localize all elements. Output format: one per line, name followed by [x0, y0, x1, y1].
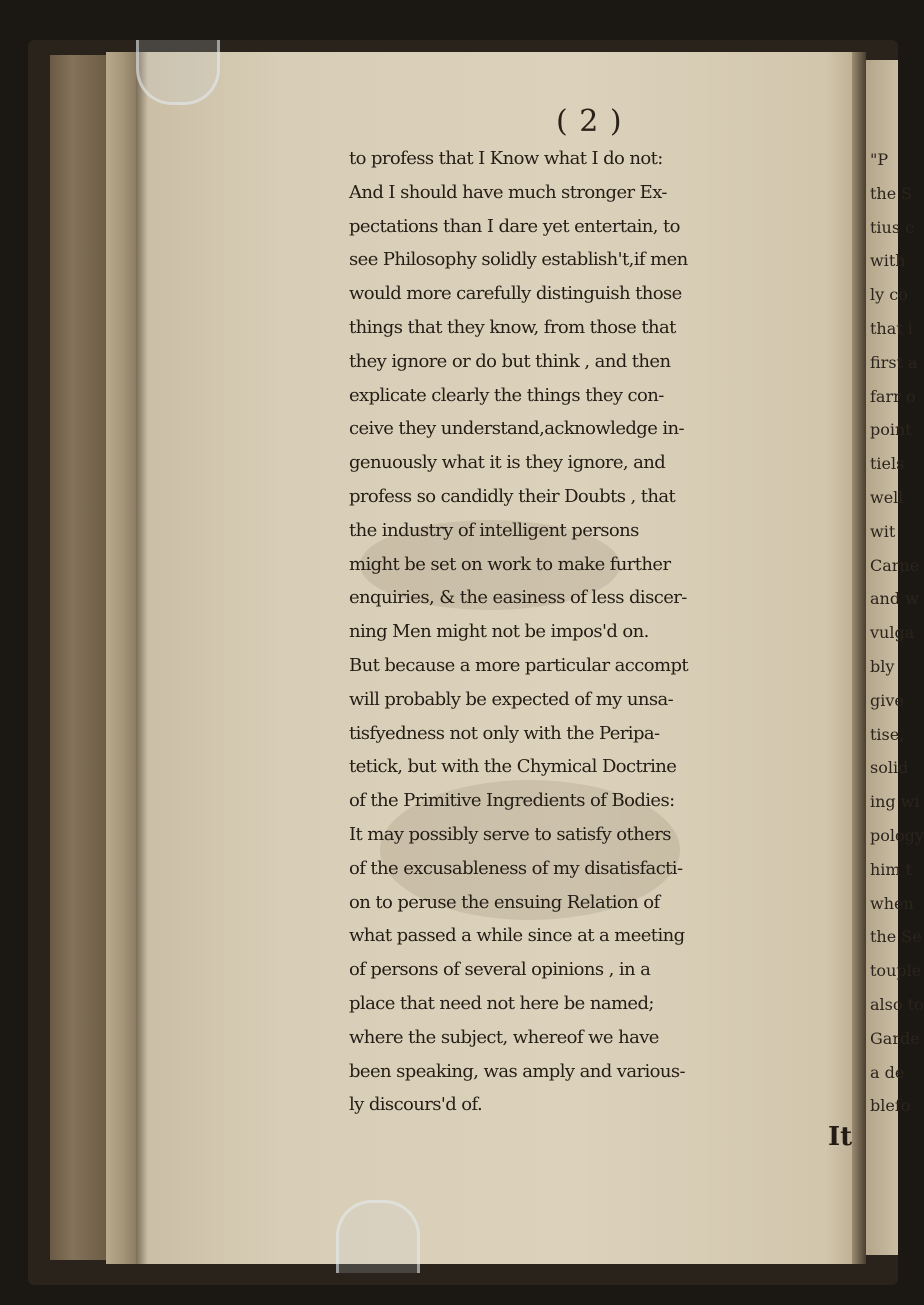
- text-line: It may possibly serve to satisfy others: [349, 823, 671, 845]
- page-stack-edge: [106, 52, 136, 1264]
- text-line: they ignore or do but think , and then: [349, 350, 671, 372]
- text-line: of the Primitive Ingredients of Bodies:: [349, 790, 675, 812]
- text-line: enquiries, & the easiness of less discer-: [349, 587, 687, 609]
- next-page-fragment: well: [870, 488, 904, 507]
- text-line: things that they know, from those that: [349, 316, 676, 338]
- next-page-fragment: solid: [870, 758, 909, 778]
- next-page-fragment: give: [870, 690, 904, 710]
- next-page-fragment: blefo: [870, 1096, 911, 1116]
- text-line: might be set on work to make further: [349, 553, 671, 575]
- text-line: the industry of intelligent persons: [349, 519, 639, 541]
- next-page-fragment: vulga: [870, 623, 915, 643]
- text-line: been speaking, was amply and various-: [349, 1060, 685, 1082]
- next-page-fragment: with: [870, 251, 906, 271]
- next-page-fragment: a de: [870, 1062, 905, 1082]
- next-page-fragment: Carne: [870, 555, 920, 575]
- next-page-fragment: the Se: [870, 927, 922, 947]
- page-number: ( 2 ): [556, 104, 623, 139]
- text-line: what passed a while since at a meeting: [349, 925, 685, 947]
- next-page-fragment: first a: [870, 352, 918, 372]
- text-line: profess so candidly their Doubts , that: [349, 485, 676, 507]
- next-page-fragment: also to: [870, 995, 924, 1014]
- text-line: will probably be expected of my unsa-: [349, 688, 674, 710]
- next-page-fragment: "P: [870, 150, 889, 169]
- text-line: where the subject, whereof we have: [349, 1026, 659, 1048]
- next-page-fragment: Garde: [870, 1028, 920, 1048]
- next-page-fragment: wit: [870, 521, 896, 541]
- text-line: of persons of several opinions , in a: [349, 959, 651, 981]
- page-clip-top: [136, 40, 220, 105]
- next-page-fragment: touple: [870, 961, 922, 981]
- text-line: on to peruse the ensuing Relation of: [349, 891, 660, 913]
- next-page-fragment: ly co: [870, 285, 908, 305]
- text-line: explicate clearly the things they con-: [349, 384, 664, 406]
- text-line: ceive they understand,acknowledge in-: [349, 418, 685, 440]
- text-line: place that need not here be named;: [349, 992, 654, 1014]
- gutter-shadow: [136, 52, 148, 1264]
- text-line: tisfyedness not only with the Peripa-: [349, 722, 660, 744]
- next-page-fragment: him t: [870, 859, 913, 879]
- next-page-fragment: tius c: [870, 217, 915, 237]
- page-gutter-edge: [50, 55, 106, 1260]
- next-page-fragment: bly: [870, 657, 895, 676]
- next-page-fragment: ing wi: [870, 792, 920, 812]
- next-page-fragment: point: [870, 420, 912, 440]
- text-line: ning Men might not be impos'd on.: [349, 621, 649, 643]
- next-page-fragment: tise,: [870, 724, 905, 744]
- next-page-fragment: tiels: [870, 454, 905, 474]
- text-line: pectations than I dare yet entertain, to: [349, 215, 680, 237]
- text-line: But because a more particular accompt: [349, 654, 688, 676]
- text-line: see Philosophy solidly establish't,if men: [349, 249, 688, 271]
- text-line: And I should have much stronger Ex-: [349, 181, 667, 203]
- next-page-fragment: the S: [870, 183, 913, 203]
- next-page-fragment: when: [870, 893, 914, 913]
- text-line: of the excusableness of my disatisfacti-: [349, 857, 683, 879]
- catchword: It: [828, 1122, 853, 1152]
- page-text: [349, 142, 857, 1122]
- text-line: genuously what it is they ignore, and: [349, 452, 666, 474]
- text-line: to profess that I Know what I do not:: [349, 148, 663, 169]
- text-line: ly discours'd of.: [349, 1094, 483, 1116]
- text-line: tetick, but with the Chymical Doctrine: [349, 756, 677, 778]
- text-line: would more carefully distinguish those: [349, 283, 682, 305]
- page-clip-bottom: [336, 1200, 420, 1273]
- next-page-fragment: and w: [870, 589, 919, 609]
- next-page-fragment: that i: [870, 319, 913, 338]
- next-page-fragment: farr o: [870, 386, 916, 406]
- next-page-fragment: pology: [870, 826, 924, 845]
